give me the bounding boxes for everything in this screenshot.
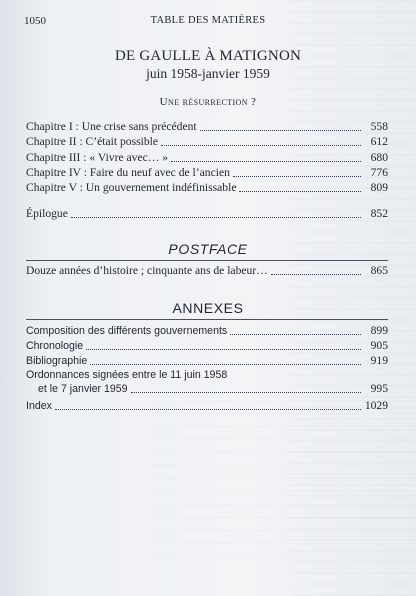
toc-entry-line2 bbox=[26, 382, 388, 396]
dot-leader bbox=[71, 216, 361, 218]
dot-leader bbox=[161, 144, 361, 146]
toc-entry-label: Composition des différents gouvernements bbox=[26, 325, 228, 337]
toc-entry-page: 905 bbox=[370, 339, 388, 352]
dot-leader bbox=[233, 175, 361, 177]
toc-entry-annex-governments bbox=[26, 323, 388, 338]
divider-rule bbox=[26, 260, 388, 261]
toc-entry-label: Douze années d’histoire ; cinquante ans de labeur… bbox=[26, 264, 268, 277]
annexes-heading: ANNEXES bbox=[172, 300, 244, 316]
toc-entry-annex-bibliography bbox=[26, 353, 388, 368]
toc-entry-page: 899 bbox=[370, 324, 388, 337]
toc-entry-page: 865 bbox=[370, 264, 388, 277]
dot-leader bbox=[86, 348, 361, 350]
toc-entry-chapter-2 bbox=[26, 134, 388, 149]
toc-entry-label: Chapitre IV : Faire du neuf avec de l’ancien bbox=[26, 166, 230, 179]
dot-leader bbox=[55, 408, 361, 410]
dot-leader bbox=[239, 190, 361, 192]
toc-entry-chapter-1 bbox=[26, 119, 388, 134]
toc-entry-label: Bibliographie bbox=[26, 355, 88, 367]
show-through-text bbox=[290, 0, 416, 596]
toc-entry-annex-index bbox=[26, 398, 388, 413]
toc-entry-page: 919 bbox=[370, 354, 388, 367]
toc-entry-label: Épilogue bbox=[26, 207, 68, 220]
dot-leader bbox=[171, 160, 361, 162]
toc-entry-page: 558 bbox=[370, 120, 388, 133]
toc-entry-label: Chapitre I : Une crise sans précédent bbox=[26, 120, 197, 133]
toc-entry-page: 809 bbox=[370, 181, 388, 194]
postface-heading: POSTFACE bbox=[168, 241, 248, 257]
toc-entry-label-line2: et le 7 janvier 1959 bbox=[38, 383, 128, 395]
toc-entry-label: Index bbox=[26, 400, 52, 412]
part-title: Une résurrection ? bbox=[159, 96, 257, 108]
toc-entry-page: 1029 bbox=[364, 399, 388, 412]
section-dates: juin 1958-janvier 1959 bbox=[146, 66, 270, 81]
toc-entry-chapter-4 bbox=[26, 165, 388, 180]
toc-entry-chapter-3 bbox=[26, 150, 388, 165]
toc-entry-annex-chronology bbox=[26, 338, 388, 353]
dot-leader bbox=[230, 333, 361, 335]
toc-entry-label: Chapitre III : « Vivre avec… » bbox=[26, 151, 169, 164]
toc-entry-page: 995 bbox=[370, 382, 388, 395]
toc-entry-page: 680 bbox=[370, 151, 388, 164]
toc-entry-label: Chapitre V : Un gouvernement indéfinissable bbox=[26, 181, 237, 194]
dot-leader bbox=[271, 273, 361, 275]
page-header bbox=[24, 15, 392, 31]
toc-entry-annex-ordinances bbox=[26, 368, 388, 396]
toc-entry-postface bbox=[26, 263, 388, 278]
toc-entry-page: 612 bbox=[370, 135, 388, 148]
toc-entry-epilogue bbox=[26, 206, 388, 221]
dot-leader bbox=[200, 129, 361, 131]
page-number: 1050 bbox=[24, 15, 46, 27]
toc-entry-chapter-5 bbox=[26, 180, 388, 195]
toc-entry-label: Chronologie bbox=[26, 340, 84, 352]
toc-entry-page: 852 bbox=[370, 207, 388, 220]
dot-leader bbox=[90, 363, 361, 365]
dot-leader bbox=[131, 391, 361, 393]
show-through-text-lower bbox=[150, 400, 416, 560]
divider-rule bbox=[26, 319, 388, 320]
section-title: DE GAULLE À MATIGNON bbox=[114, 48, 302, 64]
running-head: TABLE DES MATIÈRES bbox=[150, 15, 266, 26]
toc-entry-label: Chapitre II : C’était possible bbox=[26, 135, 159, 148]
toc-entry-page: 776 bbox=[370, 166, 388, 179]
toc-entry-label-line1: Ordonnances signées entre le 11 juin 1958 bbox=[26, 369, 228, 381]
